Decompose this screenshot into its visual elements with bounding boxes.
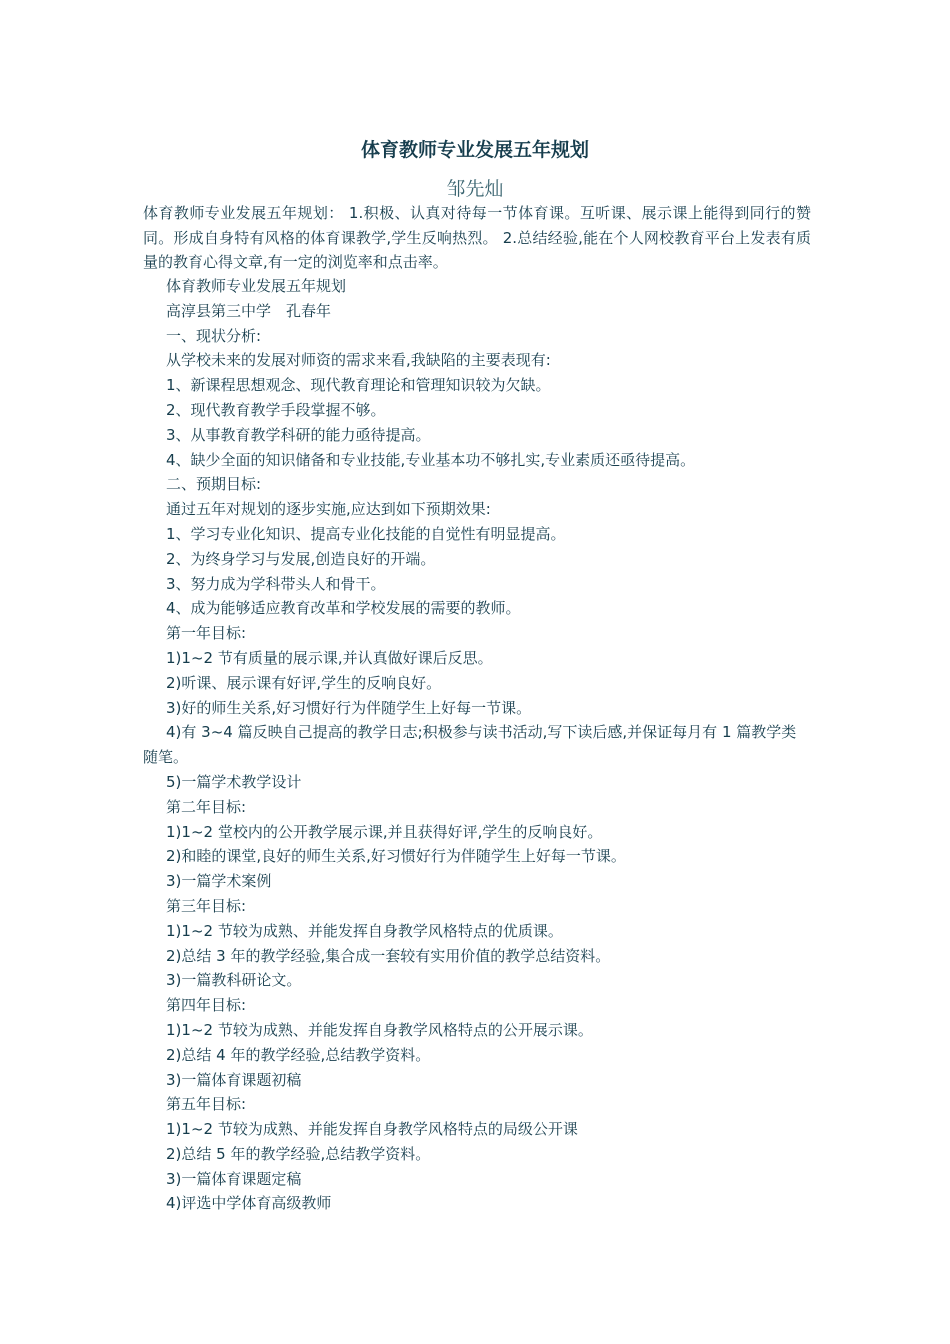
body-line: 1)1~2 堂校内的公开教学展示课,并且获得好评,学生的反响良好。 bbox=[166, 822, 603, 841]
body-line: 5)一篇学术教学设计 bbox=[166, 772, 302, 791]
body-line: 1)1~2 节较为成熟、并能发挥自身教学风格特点的公开展示课。 bbox=[166, 1020, 593, 1039]
body-line: 第五年目标: bbox=[166, 1095, 247, 1114]
body-line: 4、缺少全面的知识储备和专业技能,专业基本功不够扎实,专业素质还亟待提高。 bbox=[166, 450, 696, 469]
body-line: 第一年目标: bbox=[166, 624, 247, 643]
body-line: 2)总结 3 年的教学经验,集合成一套较有实用价值的教学总结资料。 bbox=[166, 946, 611, 965]
body-line: 3)好的师生关系,好习惯好行为伴随学生上好每一节课。 bbox=[166, 698, 532, 717]
body-line: 2、现代教育教学手段掌握不够。 bbox=[166, 400, 386, 419]
body-line: 3)一篇体育课题定稿 bbox=[166, 1169, 302, 1188]
body-line: 二、预期目标: bbox=[166, 475, 262, 494]
body-line: 第二年目标: bbox=[166, 797, 247, 816]
body-line: 4)评选中学体育高级教师 bbox=[166, 1194, 332, 1213]
body-line: 3、从事教育教学科研的能力亟待提高。 bbox=[166, 425, 431, 444]
body-line: 3、努力成为学科带头人和骨干。 bbox=[166, 574, 386, 593]
body-line: 2)总结 4 年的教学经验,总结教学资料。 bbox=[166, 1045, 431, 1064]
body-line: 第三年目标: bbox=[166, 896, 247, 915]
body-line: 1、学习专业化知识、提高专业化技能的自觉性有明显提高。 bbox=[166, 524, 566, 543]
body-line: 第四年目标: bbox=[166, 996, 247, 1015]
body-line: 1)1~2 节较为成熟、并能发挥自身教学风格特点的优质课。 bbox=[166, 921, 563, 940]
body-line: 从学校未来的发展对师资的需求来看,我缺陷的主要表现有: bbox=[166, 351, 551, 370]
body-line: 4、成为能够适应教育改革和学校发展的需要的教师。 bbox=[166, 599, 521, 618]
body-line: 3)一篇教科研论文。 bbox=[166, 971, 302, 990]
body-line: 2)和睦的课堂,良好的师生关系,好习惯好行为伴随学生上好每一节课。 bbox=[166, 847, 626, 866]
body-line: 1、新课程思想观念、现代教育理论和管理知识较为欠缺。 bbox=[166, 376, 551, 395]
body-line: 1)1~2 节较为成熟、并能发挥自身教学风格特点的局级公开课 bbox=[166, 1120, 578, 1139]
body-line: 高淳县第三中学 孔春年 bbox=[166, 301, 332, 320]
body-line: 4)有 3~4 篇反映自己提高的教学日志;积极参与读书活动,写下读后感,并保证每月有 1 篇教学类随笔。 bbox=[143, 723, 797, 767]
body-line: 3)一篇体育课题初稿 bbox=[166, 1070, 302, 1089]
body-line: 体育教师专业发展五年规划 bbox=[166, 277, 347, 295]
body-line: 通过五年对规划的逐步实施,应达到如下预期效果: bbox=[166, 500, 491, 519]
body-line: 2)总结 5 年的教学经验,总结教学资料。 bbox=[166, 1144, 431, 1163]
body-line: 2)听课、展示课有好评,学生的反响良好。 bbox=[166, 673, 442, 692]
intro-paragraph: 体育教师专业发展五年规划： 1.积极、认真对待每一节体育课。互听课、展示课上能得到同行的赞同。形成自身特有风格的体育课教学,学生反响热烈。 2.总结经验,能在个人网校教育平台上发表有质量的教育心得文章,有一定的浏览率和点击率。 bbox=[143, 204, 811, 271]
document-author: 邹先灿 bbox=[446, 178, 504, 200]
body-line: 1)1~2 节有质量的展示课,并认真做好课后反思。 bbox=[166, 648, 493, 667]
body-line: 一、现状分析: bbox=[166, 326, 262, 345]
document-title: 体育教师专业发展五年规划 bbox=[360, 139, 589, 161]
body-line: 3)一篇学术案例 bbox=[166, 872, 272, 891]
body-line: 2、为终身学习与发展,创造良好的开端。 bbox=[166, 549, 436, 568]
document-body bbox=[143, 274, 811, 1216]
